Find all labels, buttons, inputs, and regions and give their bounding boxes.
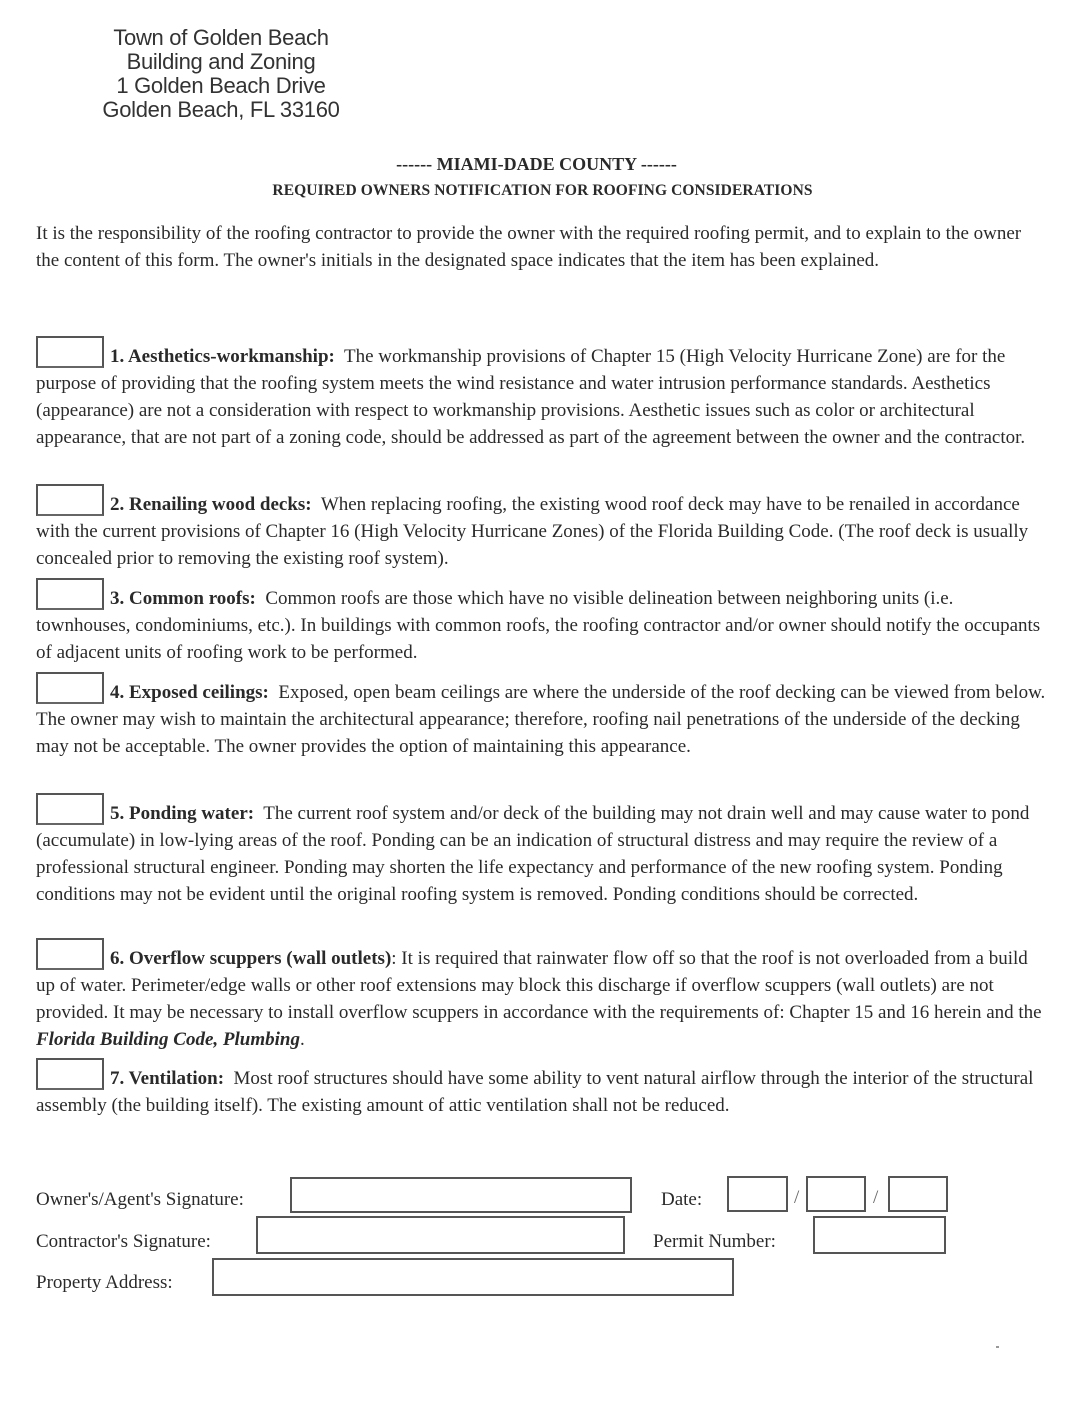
item-text: : It is required that rainwater flow off so that the roof is not overloaded from a build up of water. Perimeter/edge walls or other roof extensions may block this discharge if overflow scuppers (wall outlets) are not provided. It may be necessary to install overflow scuppers in accordance with the requirements of: Chapter 15 and 16 herein and the [36, 948, 1042, 1023]
permit-number-field[interactable] [813, 1216, 946, 1254]
notice-item-overflow-scuppers [36, 938, 1046, 1053]
owner-signature-label: Owner's/Agent's Signature: [36, 1189, 244, 1210]
department-name: Building and Zoning [126, 49, 316, 74]
initials-box-4[interactable] [36, 672, 104, 704]
street-address: 1 Golden Beach Drive [116, 73, 326, 98]
initials-box-3[interactable] [36, 578, 104, 610]
item-text: Exposed, open beam ceilings are where the underside of the roof decking can be viewed from below. The owner may wish to maintain the architectural appearance; therefore, roofing nail penetrations of the underside of the decking may not be acceptable. The owner provides the option of maintaining this appearance. [36, 682, 1046, 757]
county-heading: ------ MIAMI-DADE COUNTY ------ [396, 154, 677, 174]
city-state-zip: Golden Beach, FL 33160 [102, 97, 340, 122]
item-title: 5. Ponding water: [110, 803, 255, 824]
notice-item-renailing [36, 484, 1046, 572]
notice-item-common-roofs [36, 578, 1046, 666]
town-name: Town of Golden Beach [113, 25, 329, 50]
notice-item-ventilation [36, 1058, 1046, 1119]
date-day-field[interactable] [806, 1176, 866, 1212]
item-title: 1. Aesthetics-workmanship: [110, 346, 335, 367]
scan-speck [996, 1346, 999, 1348]
item-title: 6. Overflow scuppers (wall outlets) [110, 948, 392, 969]
town-address-header [90, 26, 352, 122]
notice-item-aesthetics [36, 336, 1046, 451]
item-title: 2. Renailing wood decks: [110, 494, 312, 515]
item-text: When replacing roofing, the existing wood roof deck may have to be renailed in accordance with the current provisions of Chapter 16 (High Velocity Hurricane Zones) of the Florida Building Code. (The roof deck is usually concealed prior to removing the existing roof system). [36, 494, 1029, 569]
initials-box-2[interactable] [36, 484, 104, 516]
form-title: REQUIRED OWNERS NOTIFICATION FOR ROOFING CONSIDERATIONS [272, 182, 813, 199]
code-reference: Florida Building Code, Plumbing [36, 1029, 300, 1050]
initials-box-1[interactable] [36, 336, 104, 368]
item-title: 4. Exposed ceilings: [110, 682, 269, 703]
initials-box-5[interactable] [36, 793, 104, 825]
notice-item-exposed-ceilings [36, 672, 1046, 760]
contractor-signature-label: Contractor's Signature: [36, 1231, 211, 1252]
item-text-end: . [299, 1029, 305, 1050]
contractor-signature-field[interactable] [256, 1216, 625, 1254]
item-text: The workmanship provisions of Chapter 15 (High Velocity Hurricane Zone) are for the purpose of providing that the roofing system meets the wind resistance and water intrusion performance standards. Aesthetics (appearance) are not a consideration with respect to workmanship provisions. Aesthetic issues such as color or architectural appearance, that are not part of a zoning code, should be addressed as part of the agreement between the owner and the contractor. [36, 346, 1026, 448]
item-text: The current roof system and/or deck of the building may not drain well and may cause water to pond (accumulate) in low-lying areas of the roof. Ponding can be an indication of structural distress and may require the review of a professional structural engineer. Ponding may shorten the life expectancy and performance of the new roofing system. Ponding conditions may not be evident until the original roofing system is removed. Ponding conditions should be corrected. [36, 803, 1030, 905]
initials-box-6[interactable] [36, 938, 104, 970]
date-separator: / [873, 1187, 879, 1208]
item-text: Common roofs are those which have no visible delineation between neighboring units (i.e. townhouses, condominiums, etc.). In buildings with common roofs, the roofing contractor and/or owner should notify the occupants of adjacent units of roofing work to be performed. [36, 588, 1041, 663]
permit-number-label: Permit Number: [653, 1231, 776, 1252]
item-title: 7. Ventilation: [110, 1068, 225, 1089]
property-address-field[interactable] [212, 1258, 734, 1296]
initials-box-7[interactable] [36, 1058, 104, 1090]
property-address-label: Property Address: [36, 1272, 173, 1293]
notice-item-ponding-water [36, 793, 1046, 908]
date-separator: / [794, 1187, 800, 1208]
date-label: Date: [661, 1189, 703, 1210]
item-text: Most roof structures should have some ability to vent natural airflow through the interior of the structural assembly (the building itself). The existing amount of attic ventilation shall not be reduced. [36, 1068, 1034, 1116]
intro-paragraph: It is the responsibility of the roofing contractor to provide the owner with the required roofing permit, and to explain to the owner the content of this form. The owner's initials in the designated space indicates that the item has been explained. [36, 223, 1022, 271]
date-year-field[interactable] [888, 1176, 948, 1212]
date-month-field[interactable] [727, 1176, 788, 1212]
item-title: 3. Common roofs: [110, 588, 256, 609]
owner-signature-field[interactable] [290, 1177, 632, 1213]
